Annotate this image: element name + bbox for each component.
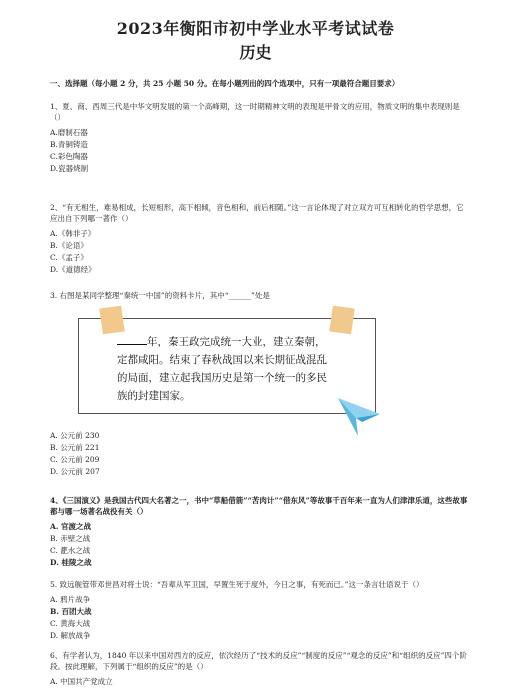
- option-c: C.《孟子》: [50, 253, 88, 262]
- info-card: [78, 318, 376, 414]
- option-c: C. 淝水之战: [50, 546, 91, 555]
- option-a: A.《韩非子》: [50, 229, 96, 238]
- option-d: D.《道德经》: [50, 265, 96, 274]
- question-3: [50, 290, 468, 305]
- card-line: 的局面，建立起我国历史是第一个统一的多民: [117, 372, 327, 384]
- option-a: A. 鸦片战争: [50, 595, 91, 604]
- card-line: 族的封建国家。: [117, 390, 191, 402]
- option-d: D. 公元前 207: [50, 467, 100, 476]
- question-1: [50, 101, 468, 175]
- option-b: B. 公元前 221: [50, 443, 100, 452]
- option-b: B.《论语》: [50, 241, 88, 250]
- option-d: D.瓷器烧制: [50, 164, 89, 173]
- card-text: [117, 333, 349, 405]
- question-stem: 5. 致远舰管带邓世昌对将士说：“吾辈从军卫国，早置生死于度外，今日之事，有死而已。”这一条言壮语说于（）: [50, 580, 424, 589]
- question-stem: 6、有学者认为，1840 年以来中国对西方的反应，依次经历了“技术的反应”“制度的反应”“观念的反应”和“组织的反应”四个阶段。按此理解，下列属于“组织的反应”的是（）: [50, 651, 467, 671]
- option-d: D. 解放战争: [50, 631, 91, 640]
- option-b: B. 赤壁之战: [50, 534, 91, 543]
- option-b: B. 百团大战: [50, 607, 92, 616]
- option-c: C. 黄海大战: [50, 619, 91, 628]
- question-3-options: [50, 430, 468, 478]
- option-a: A. 官渡之战: [50, 522, 92, 531]
- question-stem: 3. 右图是某同学整理“秦统一中国”的资料卡片，其中“______”处是: [50, 291, 270, 300]
- option-c: C. 公元前 209: [50, 455, 100, 464]
- option-a: A. 公元前 230: [50, 431, 100, 440]
- question-stem: 4、《三国演义》是我国古代四大名著之一，书中“草船借箭”“苦肉计”“借东风”等故事千百年来一直为人们津津乐道，这些故事都与哪一场著名战役有关（）: [50, 496, 468, 516]
- option-a: A.磨制石器: [50, 128, 88, 137]
- question-6: [50, 650, 468, 688]
- question-5: [50, 579, 468, 642]
- option-d: D. 桂陵之战: [50, 558, 92, 567]
- card-line: 年，秦王政完成统一大业，建立秦朝，: [147, 336, 326, 348]
- tape-right: [329, 306, 354, 335]
- question-2: [50, 202, 468, 276]
- option-b: B.青铜铸造: [50, 140, 88, 149]
- question-4: [50, 495, 468, 569]
- card-line: 定都咸阳。结束了春秋战国以来长期征战混乱: [117, 354, 327, 366]
- section-header: 一、选择题（每小题 2 分，共 25 小题 50 分。在每小题列出的四个选项中，只有一项最符合题目要求）: [50, 79, 400, 88]
- question-stem: 1、夏、商、西周三代是中华文明发展的第一个高峰期，这一时期精神文明的表现是甲骨文的应用，物质文明的集中表现则是（）: [50, 102, 460, 122]
- question-stem: 2、“有无相生，难易相成，长短相形，高下相倾，音色相和，前后相随。”这一言论体现了对立双方可互相转化的哲学思想，它应出自下列哪一著作（）: [50, 203, 464, 223]
- exam-title: 2023年衡阳市初中学业水平考试试卷: [116, 19, 395, 38]
- option-a: A. 中国共产党成立: [50, 677, 113, 686]
- fill-blank: [117, 334, 147, 345]
- tape-left: [99, 306, 124, 335]
- exam-subject: 历史: [239, 43, 272, 62]
- option-c: C.彩色陶器: [50, 152, 88, 161]
